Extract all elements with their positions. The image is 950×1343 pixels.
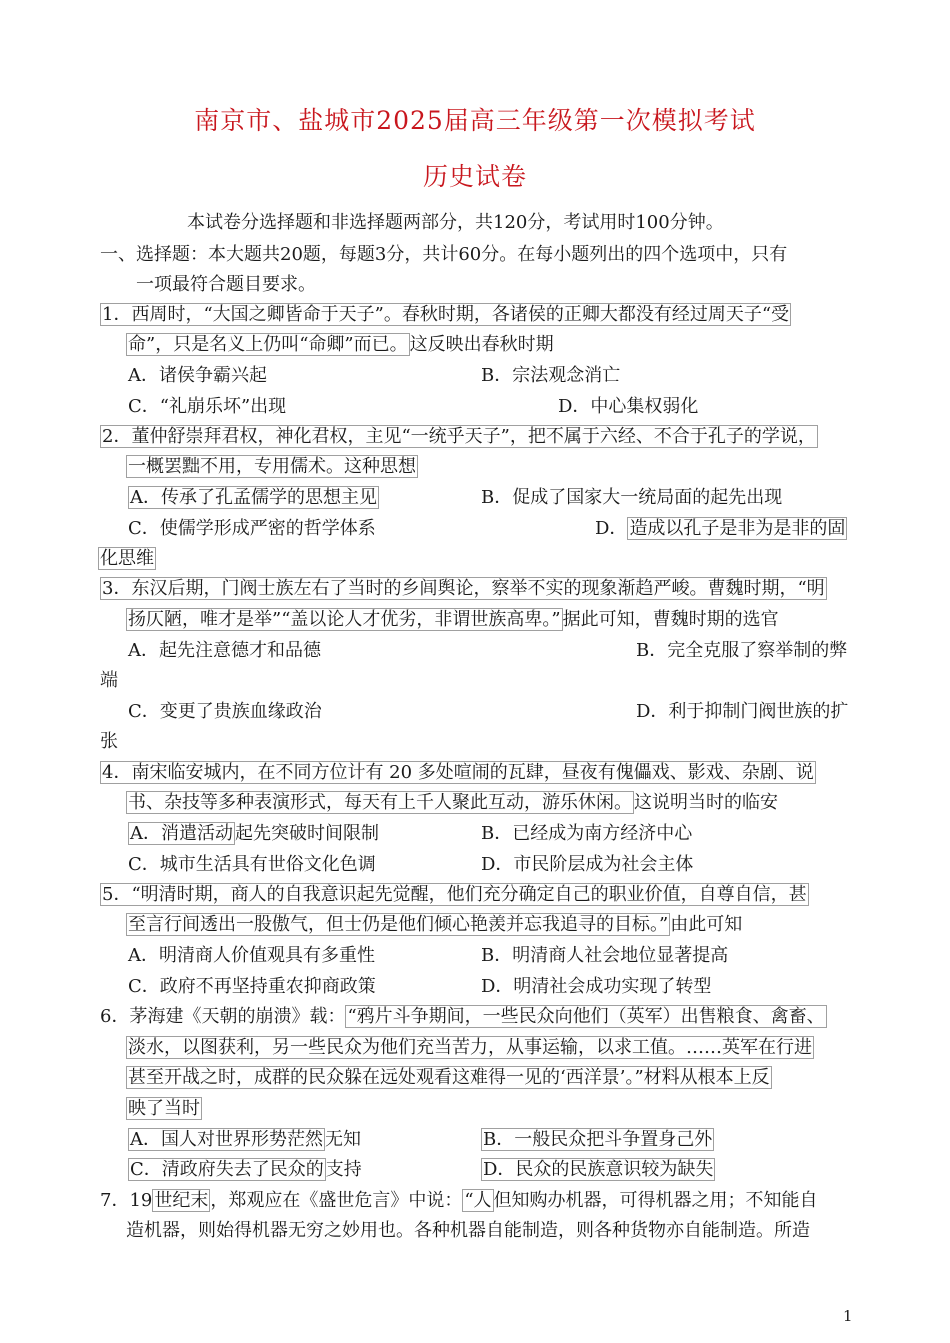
page-title: 南京市、盐城市2025届高三年级第一次模拟考试: [194, 106, 756, 135]
question-1-line2: [126, 333, 554, 357]
question-7-era: 世纪末: [154, 1190, 209, 1211]
question-2-stem-cont: 一概罢黜不用，专用儒术。这种思想: [128, 456, 416, 477]
option-2a: [128, 486, 379, 510]
option-6a-text: A．国人对世界形势茫然: [130, 1129, 323, 1150]
option-1c: C．“礼崩乐坏”出现: [128, 396, 287, 417]
question-6-quote-cont2: 甚至开战之时，成群的民众躲在远处观看这难得一见的‘西洋景’。”材料从根本上反: [128, 1067, 770, 1088]
option-6a-text-cont: 无知: [325, 1129, 361, 1150]
question-4-prompt: 这说明当时的临安: [634, 792, 778, 813]
question-7-quote-start: “人: [464, 1190, 492, 1211]
question-5-line2: [126, 913, 742, 937]
question-6-line4: [126, 1097, 202, 1121]
section-heading-cont: 一项最符合题目要求。: [136, 274, 316, 295]
question-3-stem: 3．东汉后期，门阀士族左右了当时的乡闾舆论，察举不实的现象渐趋严峻。曹魏时期，“明: [102, 578, 825, 599]
question-1-stem-cont: 命”，只是名义上仍叫“命卿”而已。: [128, 334, 408, 355]
option-3d: D．利于抑制门阀世族的扩: [636, 701, 849, 722]
option-4a-text: A．消遣活动: [130, 823, 233, 844]
question-2-stem: 2．董仲舒崇拜君权，神化君权，主见“一统乎天子”，把不属于六经、不合于孔子的学说，: [102, 426, 816, 447]
option-2d-label: D．: [595, 518, 628, 539]
section-heading: 一、选择题：本大题共20题，每题3分，共计60分。在每小题列出的四个选项中，只有: [100, 244, 788, 265]
option-6b-text: B．一般民众把斗争置身己外: [483, 1129, 713, 1150]
question-7-line2: 造机器，则始得机器无穷之妙用也。各种机器自能制造，则各种货物亦自能制造。所造: [126, 1220, 810, 1241]
option-6d: [481, 1158, 715, 1182]
option-1b: B．宗法观念消亡: [481, 365, 621, 386]
option-5d: D．明清社会成功实现了转型: [481, 976, 712, 997]
option-2d-cont: [98, 547, 156, 571]
option-2c: C．使儒学形成严密的哲学体系: [128, 518, 376, 539]
question-4: [100, 761, 816, 785]
question-4-stem: 4．南宋临安城内，在不同方位计有 20 多处喧闹的瓦肆，昼夜有傀儡戏、影戏、杂剧、说: [102, 762, 814, 783]
question-5-stem-cont: 至言行间透出一股傲气，但士仍是他们倾心艳羡并忘我追寻的目标。”: [128, 914, 669, 935]
option-4d: D．市民阶层成为社会主体: [481, 854, 694, 875]
question-5-prompt: 由此可知: [670, 914, 743, 935]
option-4c: C．城市生活具有世俗文化色调: [128, 854, 376, 875]
question-7-source: ，郑观应在《盛世危言》中说：: [210, 1190, 463, 1211]
option-6c-text-cont: 支持: [325, 1159, 362, 1180]
question-2: [100, 425, 818, 449]
option-2a-text: A．传承了孔孟儒学的思想主见: [130, 487, 377, 508]
option-4a: [128, 822, 379, 846]
option-4b: B．已经成为南方经济中心: [481, 823, 693, 844]
question-6: [100, 1005, 827, 1029]
option-3d-cont: 张: [100, 731, 118, 752]
option-1d: D．中心集权弱化: [558, 396, 699, 417]
question-1-stem: 1．西周时，“大国之卿皆命于天子”。春秋时期，各诸侯的正卿大都没有经过周天子“受: [102, 304, 790, 325]
question-6-prompt: 映了当时: [128, 1098, 200, 1119]
option-4a-text-cont: 起先突破时间限制: [235, 823, 379, 844]
question-3-line2: [126, 608, 779, 632]
option-6b: [481, 1128, 714, 1152]
question-7-quote: 但知购办机器，可得机器之用；不知能自: [493, 1190, 818, 1211]
option-3b-cont: 端: [100, 670, 118, 691]
page-number: 1: [843, 1307, 853, 1325]
option-2d-text-cont: 化思维: [100, 548, 154, 569]
option-1a: A．诸侯争霸兴起: [128, 365, 267, 386]
intro-text: 本试卷分选择题和非选择题两部分，共120分，考试用时100分钟。: [187, 212, 724, 233]
question-6-line2: [126, 1036, 814, 1060]
option-3a: A．起先注意德才和品德: [128, 640, 321, 661]
question-5: [100, 883, 809, 907]
question-3-prompt: 据此可知，曹魏时期的选官: [562, 609, 779, 630]
question-4-stem-cont: 书、杂技等多种表演形式，每天有上千人聚此互动，游乐休闲。: [128, 792, 632, 813]
option-5b: B．明清商人社会地位显著提高: [481, 945, 729, 966]
question-7: [100, 1189, 818, 1213]
question-1-prompt: 这反映出春秋时期: [409, 334, 554, 355]
option-6c-text: C．清政府失去了民众的: [130, 1159, 324, 1180]
question-6-quote: “鸦片斗争期间，一些民众向他们（英军）出售粮食、禽畜、: [347, 1006, 825, 1027]
option-2b: B．促成了国家大一统局面的起先出现: [481, 487, 783, 508]
question-5-stem: 5．“明清时期，商人的自我意识起先觉醒，他们充分确定自己的职业价值，自尊自信，甚: [102, 884, 807, 905]
question-4-line2: [126, 791, 778, 815]
question-6-quote-cont: 淡水，以图获利，另一些民众为他们充当苦力，从事运输，以求工值。……英军在行进: [128, 1037, 812, 1058]
question-6-source: 6．茅海建《天朝的崩溃》载：: [100, 1006, 346, 1027]
option-3b: B．完全克服了察举制的弊: [636, 640, 848, 661]
question-6-line3: [126, 1066, 772, 1090]
option-5a: A．明清商人价值观具有多重性: [128, 945, 375, 966]
option-5c: C．政府不再坚持重农抑商政策: [128, 976, 376, 997]
option-6a: [128, 1128, 361, 1152]
question-2-line2: [126, 455, 418, 479]
question-3: [100, 577, 827, 601]
question-3-stem-cont: 扬仄陋，唯才是举”“盖以论人才优劣，非谓世族高卑。”: [128, 609, 561, 630]
question-7-num: 7．19: [100, 1190, 153, 1211]
option-6d-text: D．民众的民族意识较为缺失: [483, 1159, 714, 1180]
option-3c: C．变更了贵族血缘政治: [128, 701, 322, 722]
option-6c: [128, 1158, 362, 1182]
option-2d-text: 造成以孔子是非为是非的固: [629, 518, 846, 539]
page-subtitle: 历史试卷: [422, 162, 527, 191]
question-1: [100, 303, 791, 327]
option-2d: [595, 517, 847, 541]
